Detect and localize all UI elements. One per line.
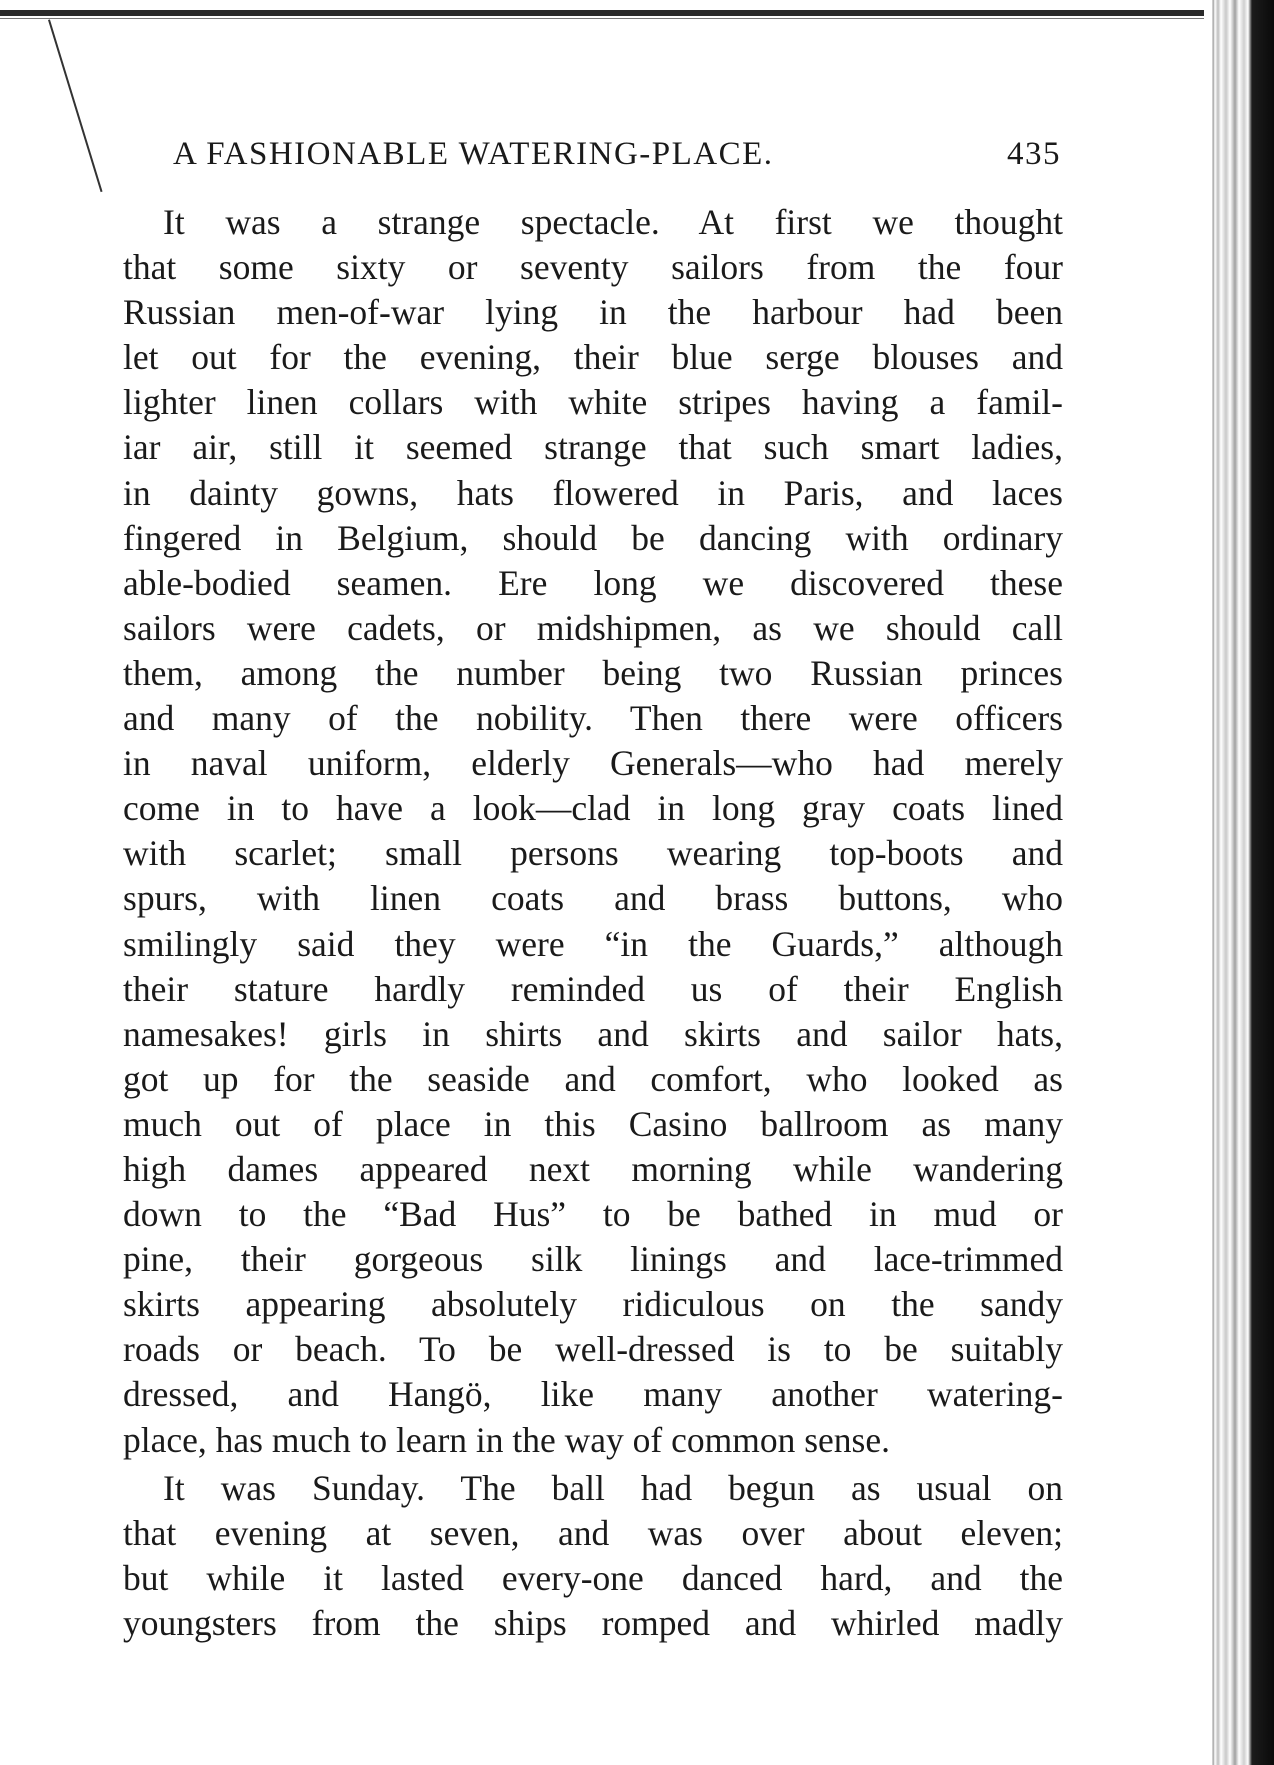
- text-line: them, among the number being two Russian princes: [123, 652, 1063, 693]
- top-border-thin-rule: [0, 18, 1240, 19]
- page-header: [173, 136, 1061, 186]
- text-line: roads or beach. To be well-dressed is to be suitably: [123, 1329, 1063, 1370]
- top-border-rule: [0, 10, 1250, 16]
- text-line-last: place, has much to learn in the way of common sense.: [123, 1419, 890, 1460]
- text-line: spurs, with linen coats and brass buttons, who: [123, 878, 1063, 919]
- text-line: sailors were cadets, or midshipmen, as we should call: [123, 607, 1063, 648]
- text-line: and many of the nobility. Then there were officers: [123, 698, 1063, 739]
- corner-crease-mark: [48, 19, 103, 192]
- text-line: high dames appeared next morning while wandering: [123, 1148, 1063, 1189]
- text-line: skirts appearing absolutely ridiculous on the sandy: [123, 1284, 1063, 1325]
- running-title: A FASHIONABLE WATERING-PLACE.: [173, 136, 774, 172]
- text-line: It was Sunday. The ball had begun as usual on: [163, 1467, 1063, 1508]
- page-number: 435: [1007, 136, 1061, 172]
- text-line: smilingly said they were “in the Guards,” although: [123, 923, 1063, 964]
- text-line: that some sixty or seventy sailors from the four: [123, 247, 1063, 288]
- text-line: that evening at seven, and was over about eleven;: [123, 1512, 1063, 1553]
- body-text: [123, 200, 1063, 1646]
- text-line: in dainty gowns, hats flowered in Paris, and laces: [123, 472, 1063, 513]
- text-line: got up for the seaside and comfort, who looked as: [123, 1058, 1063, 1099]
- text-line: youngsters from the ships romped and whirled madly: [123, 1602, 1063, 1643]
- text-line: dressed, and Hangö, like many another watering-: [123, 1374, 1063, 1415]
- book-binding-edge: [1204, 0, 1274, 1765]
- text-line: iar air, still it seemed strange that such smart ladies,: [123, 427, 1063, 468]
- text-line: pine, their gorgeous silk linings and lace-trimmed: [123, 1239, 1063, 1280]
- text-line: fingered in Belgium, should be dancing with ordinary: [123, 517, 1063, 558]
- text-line: namesakes! girls in shirts and skirts and sailor hats,: [123, 1013, 1063, 1054]
- text-line: with scarlet; small persons wearing top-boots and: [123, 833, 1063, 874]
- text-line: It was a strange spectacle. At first we thought: [163, 202, 1063, 242]
- text-line: in naval uniform, elderly Generals—who had merely: [123, 743, 1063, 784]
- text-line: much out of place in this Casino ballroom as many: [123, 1103, 1063, 1144]
- text-line: lighter linen collars with white stripes having a famil-: [123, 382, 1063, 423]
- text-line: able-bodied seamen. Ere long we discovered these: [123, 562, 1063, 603]
- text-line: down to the “Bad Hus” to be bathed in mud or: [123, 1194, 1063, 1235]
- text-line: come in to have a look—clad in long gray coats lined: [123, 788, 1063, 829]
- text-line: Russian men-of-war lying in the harbour had been: [123, 292, 1063, 333]
- text-line: but while it lasted every-one danced hard, and the: [123, 1557, 1063, 1598]
- text-line: their stature hardly reminded us of their English: [123, 968, 1063, 1009]
- text-line: let out for the evening, their blue serge blouses and: [123, 337, 1063, 378]
